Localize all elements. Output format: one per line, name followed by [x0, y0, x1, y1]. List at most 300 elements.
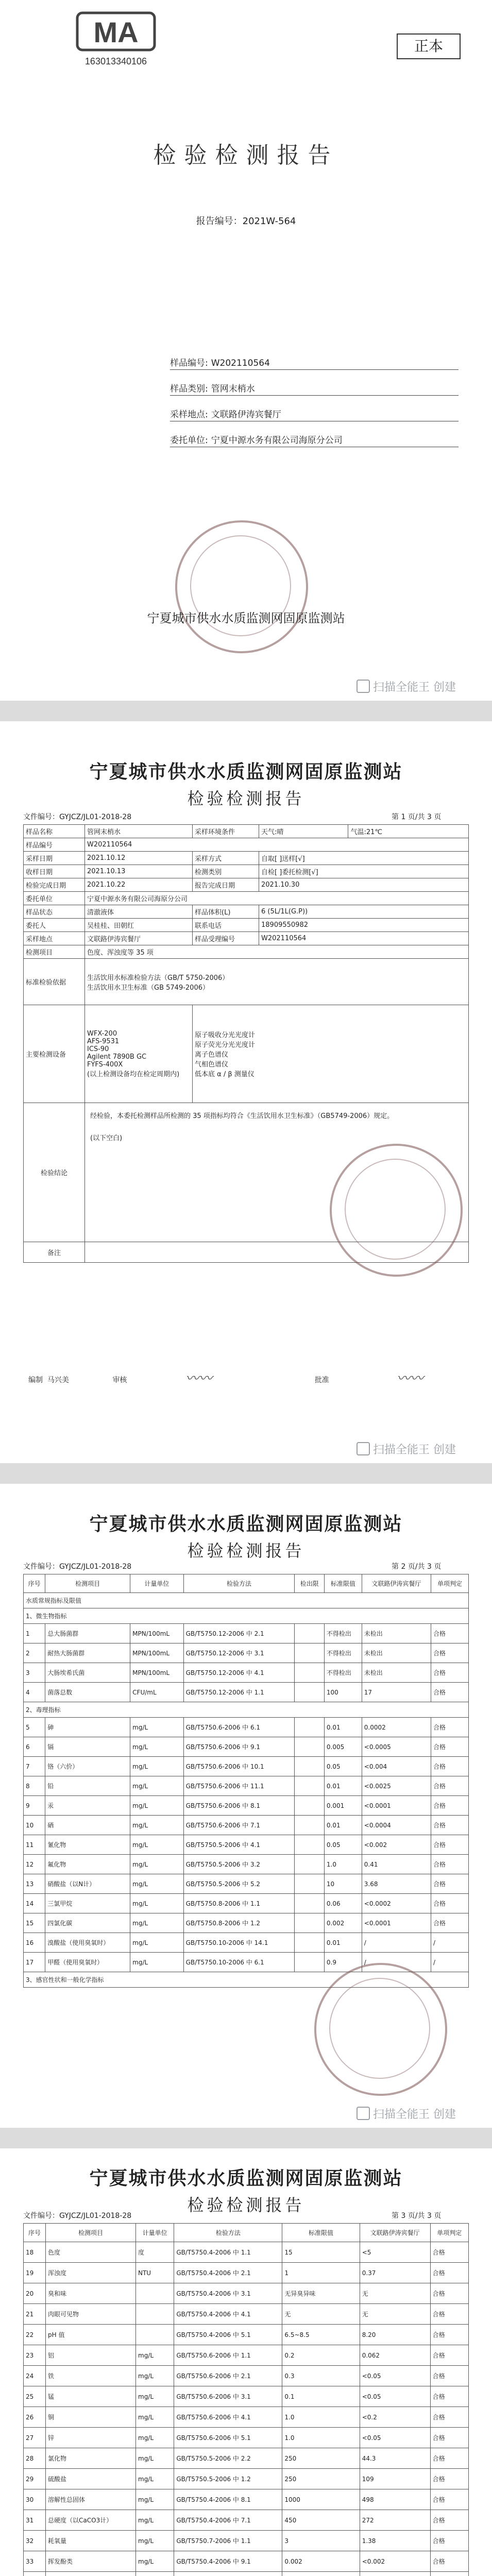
- table-row: [24, 1757, 469, 1776]
- table-row: [24, 2428, 469, 2448]
- table-cell: GB/T5750.7-2006 中 1.1: [174, 2531, 282, 2551]
- table-cell: [136, 2572, 174, 2576]
- table-cell: 铬（六价）: [45, 1757, 130, 1776]
- table-cell: [295, 1757, 325, 1776]
- reviewer-signature: 〰〰: [185, 1371, 213, 1386]
- copy-stamp: 正本: [397, 33, 461, 59]
- table-cell: [174, 2572, 282, 2576]
- table-cell: 氰化物: [45, 1835, 130, 1855]
- table-cell: 耗氧量: [46, 2531, 136, 2551]
- table-cell: 耐热大肠菌群: [45, 1643, 130, 1663]
- table-cell: 色度: [46, 2242, 136, 2263]
- table-cell: [295, 1776, 325, 1796]
- table-cell: 合格: [431, 1894, 469, 1913]
- report-number: 报告编号：2021W-564: [196, 216, 296, 227]
- table-cell: 锌: [46, 2428, 136, 2448]
- cover-page: [0, 0, 492, 701]
- table-cell: 6.5~8.5: [282, 2325, 360, 2345]
- section-row: [24, 1608, 469, 1624]
- table-row: [24, 2510, 469, 2531]
- table-row: [24, 1737, 469, 1757]
- results-table-1: 序号 检测项目 计量单位 检验方法 检出限 标准限值 文联路伊涛宾餐厅 单项判定 水质常规指标及限值 1、微生物指标 1 总大肠菌群 MPN/100mL GB/T5750.12-2006 中 2.1 不得检出 未检出 合格 2 耐热大肠菌群 MPN/100mL GB/T5750.12-2006 中 3.1 不得检出 未检出 合格 3 大肠埃希氏菌 MPN/100mL GB/T5750.12-2006 中 4.1 不得检出 未检出 合格 4 菌落总数 CFU/mL GB/T5750.12-2006 中 1.1 100 17 合格 2、毒理指标 5 砷 mg/L GB/T5750.6-2006 中 6.1 0.01 0.0002 合格 6 镉 mg/L GB/T5750.6-2006 中 9.1 0.005 <0.0005 合格 7 铬（六价） mg/L GB/T5750.6-2006 中 10.1 0.05 <0.004 合格 8 铅 mg/L GB/T5750.6-2006 中 11.1 0.01 <0.0025 合格 9 汞 mg/L GB/T5750.6-2006 中 8.1 0.001 <0.0001 合格 10 硒 mg/L GB/T5750.6-2006 中 7.1 0.01 <0.0004 合格 11 氰化物 mg/L GB/T5750.5-2006 中 4.1 0.05 <0.002 合格 12 氟化物 mg/L GB/T5750.5-2006 中 3.2 1.0 0.41 合格 13 硝酸盐（以N计） mg/L GB/T5750.5-2006 中 5.2 10 3.68 合格 14 三氯甲烷 mg/L GB/T5750.8-2006 中 1.1 0.06 <0.0002 合格 15 四氯化碳 mg/L GB/T5750.8-2006 中 1.2 0.002 <0.0001 合格 16 溴酸盐（使用臭氧时） mg/L GB/T5750.10-2006 中 14.1 0.01 / / 17 甲醛（使用臭氧时） mg/L GB/T5750.10-2006 中 6.1 0.9 / / 3、感官性状和一般化学指标: [23, 1574, 469, 1988]
- table-cell: MPN/100mL: [130, 1643, 183, 1663]
- table-row: [24, 1933, 469, 1953]
- table-row: [24, 2283, 469, 2304]
- table-cell: <0.2: [360, 2407, 430, 2428]
- table-cell: [295, 1624, 325, 1643]
- table-cell: NTU: [136, 2263, 174, 2283]
- table-cell: <0.05: [360, 2386, 430, 2407]
- section-row: [24, 1593, 469, 1608]
- table-cell: 合格: [430, 2263, 468, 2283]
- table-cell: mg/L: [130, 1874, 183, 1894]
- table-cell: [295, 1737, 325, 1757]
- table-cell: 0.9: [324, 1953, 362, 1972]
- table-cell: mg/L: [136, 2386, 174, 2407]
- page-header: 宁夏城市供水水质监测网固原监测站 检验检测报告: [89, 1513, 403, 1561]
- table-cell: 铁: [46, 2366, 136, 2386]
- table-cell: 0.005: [324, 1737, 362, 1757]
- table-cell: 0.01: [324, 1816, 362, 1835]
- table-cell: GB/T5750.5-2006 中 4.1: [183, 1835, 295, 1855]
- table-cell: 0.05: [324, 1757, 362, 1776]
- cover-title: 检验检测报告: [153, 142, 339, 168]
- table-row: [24, 1683, 469, 1702]
- table-cell: GB/T5750.5-2006 中 1.2: [174, 2469, 282, 2489]
- table-row: [24, 2448, 469, 2469]
- table-cell: 0.2: [282, 2345, 360, 2366]
- table-cell: GB/T5750.12-2006 中 4.1: [183, 1663, 295, 1683]
- table-row: [24, 1816, 469, 1835]
- table-cell: 9: [24, 1796, 45, 1816]
- table-cell: mg/L: [130, 1953, 183, 1972]
- table-cell: /: [362, 1953, 431, 1972]
- table-cell: GB/T5750.6-2006 中 6.1: [183, 1718, 295, 1737]
- section-heading: 1、微生物指标: [24, 1608, 469, 1624]
- table-cell: GB/T5750.6-2006 中 1.1: [174, 2345, 282, 2366]
- table-cell: mg/L: [130, 1913, 183, 1933]
- doc-number: 文件编号：GYJCZ/JL01-2018-28: [23, 2212, 132, 2220]
- table-row: [24, 1913, 469, 1933]
- table-cell: <0.0025: [362, 1776, 431, 1796]
- table-cell: 450: [282, 2510, 360, 2531]
- table-cell: [295, 1894, 325, 1913]
- table-cell: 合格: [431, 1643, 469, 1663]
- page-header: 宁夏城市供水水质监测网固原监测站 检验检测报告: [89, 2167, 403, 2215]
- table-cell: 四氯化碳: [45, 1913, 130, 1933]
- table-cell: 24: [24, 2366, 46, 2386]
- table-cell: GB/T5750.6-2006 中 9.1: [183, 1737, 295, 1757]
- table-cell: mg/L: [136, 2448, 174, 2469]
- table-cell: 15: [282, 2242, 360, 2263]
- report-page-2: [0, 1484, 492, 2128]
- page-header: 宁夏城市供水水质监测网固原监测站 检验检测报告: [89, 761, 403, 808]
- table-cell: 0.002: [324, 1913, 362, 1933]
- table-cell: 合格: [430, 2489, 468, 2510]
- table-cell: 合格: [431, 1835, 469, 1855]
- table-cell: 10: [24, 1816, 45, 1835]
- table-cell: 44.3: [360, 2448, 430, 2469]
- table-cell: 28: [24, 2448, 46, 2469]
- table-cell: 度: [136, 2242, 174, 2263]
- table-cell: 合格: [430, 2448, 468, 2469]
- scan-watermark: 扫描全能王 创建: [357, 1441, 456, 1457]
- table-cell: 498: [360, 2489, 430, 2510]
- table-cell: GB/T5750.6-2006 中 7.1: [183, 1816, 295, 1835]
- table-cell: 甲醛（使用臭氧时）: [45, 1953, 130, 1972]
- table-cell: <0.0005: [362, 1737, 431, 1757]
- table-row: [24, 2386, 469, 2407]
- table-cell: 未检出: [362, 1643, 431, 1663]
- table-cell: 4: [24, 1683, 45, 1702]
- table-cell: 汞: [45, 1796, 130, 1816]
- table-cell: 0.3: [282, 2366, 360, 2386]
- table-cell: mg/L: [136, 2428, 174, 2448]
- table-row: [24, 1663, 469, 1683]
- table-cell: [136, 2325, 174, 2345]
- table-cell: 氯化物: [46, 2448, 136, 2469]
- table-cell: GB/T5750.4-2006 中 2.1: [174, 2263, 282, 2283]
- table-cell: 250: [282, 2469, 360, 2489]
- section-heading: 2、毒理指标: [24, 1702, 469, 1718]
- table-cell: 27: [24, 2428, 46, 2448]
- sample-category-line: 样品类别: 管网末梢水: [170, 381, 459, 396]
- table-cell: 20: [24, 2283, 46, 2304]
- table-cell: 0.002: [282, 2551, 360, 2572]
- table-cell: 挥发酚类: [46, 2551, 136, 2572]
- doc-number: 文件编号：GYJCZ/JL01-2018-28: [23, 1563, 132, 1571]
- table-cell: 三氯甲烷: [45, 1894, 130, 1913]
- table-row: [24, 2242, 469, 2263]
- table-cell: 1.0: [324, 1855, 362, 1874]
- table-cell: 无异臭异味: [282, 2283, 360, 2304]
- table-cell: GB/T5750.4-2006 中 3.1: [174, 2283, 282, 2304]
- table-cell: 7: [24, 1757, 45, 1776]
- table-cell: 25: [24, 2386, 46, 2407]
- table-cell: 1: [282, 2263, 360, 2283]
- table-cell: 合格: [431, 1757, 469, 1776]
- table-cell: 1000: [282, 2489, 360, 2510]
- table-cell: 总大肠菌群: [45, 1624, 130, 1643]
- table-cell: GB/T5750.12-2006 中 1.1: [183, 1683, 295, 1702]
- sampling-site-line: 采样地点: 文联路伊涛宾餐厅: [170, 407, 459, 421]
- table-row: [24, 1796, 469, 1816]
- table-cell: 15: [24, 1913, 45, 1933]
- table-cell: GB/T5750.8-2006 中 1.2: [183, 1913, 295, 1933]
- table-cell: mg/L: [136, 2531, 174, 2551]
- table-cell: mg/L: [136, 2510, 174, 2531]
- table-cell: 2: [24, 1643, 45, 1663]
- table-cell: GB/T5750.6-2006 中 5.1: [174, 2428, 282, 2448]
- table-cell: [295, 1933, 325, 1953]
- table-cell: [295, 1816, 325, 1835]
- table-cell: GB/T5750.6-2006 中 4.1: [174, 2407, 282, 2428]
- table-cell: 1.0: [282, 2407, 360, 2428]
- table-cell: GB/T5750.12-2006 中 3.1: [183, 1643, 295, 1663]
- table-cell: 总硬度（以CaCO3计）: [46, 2510, 136, 2531]
- page-info: 第 2 页/共 3 页: [392, 1563, 442, 1571]
- section-heading: 3、感官性状和一般化学指标: [24, 1972, 469, 1988]
- table-cell: GB/T5750.8-2006 中 1.1: [183, 1894, 295, 1913]
- table-cell: 6: [24, 1737, 45, 1757]
- table-cell: 合格: [431, 1624, 469, 1643]
- table-row: [24, 1776, 469, 1796]
- table-cell: 镉: [45, 1737, 130, 1757]
- table-cell: 不得检出: [324, 1663, 362, 1683]
- table-cell: mg/L: [136, 2407, 174, 2428]
- table-cell: 合格: [431, 1796, 469, 1816]
- table-cell: 16: [24, 1933, 45, 1953]
- table-cell: 合格: [430, 2469, 468, 2489]
- table-cell: 0.37: [360, 2263, 430, 2283]
- table-cell: 合格: [430, 2325, 468, 2345]
- table-cell: 无: [360, 2283, 430, 2304]
- table-cell: 大肠埃希氏菌: [45, 1663, 130, 1683]
- table-row: [24, 1718, 469, 1737]
- table-cell: pH 值: [46, 2325, 136, 2345]
- page-info: 第 3 页/共 3 页: [392, 2212, 442, 2220]
- table-cell: [295, 1913, 325, 1933]
- table-cell: [430, 2572, 468, 2576]
- table-cell: 合格: [431, 1683, 469, 1702]
- table-cell: 合格: [431, 1855, 469, 1874]
- table-cell: <0.002: [362, 1835, 431, 1855]
- issuer-name: 宁夏城市供水水质监测网固原监测站: [147, 611, 345, 625]
- table-cell: 32: [24, 2531, 46, 2551]
- table-cell: 1.0: [282, 2428, 360, 2448]
- table-cell: 5: [24, 1718, 45, 1737]
- doc-number: 文件编号：GYJCZ/JL01-2018-28: [23, 813, 132, 821]
- table-cell: 合格: [431, 1663, 469, 1683]
- results-table-2: 序号 检测项目 计量单位 检验方法 标准限值 文联路伊涛宾餐厅 单项判定 18 色度 度 GB/T5750.4-2006 中 1.1 15 <5 合格 19 浑浊度 NTU GB/T5750.4-2006 中 2.1 1 0.37 合格 20 臭和味 GB/T5750.4-2006 中 3.1 无异臭异味 无 合格 21 肉眼可见物 GB/T5750.4-2006 中 4.1 无 无 合格 22 pH 值 GB/T5750.4-2006 中 5.1 6.5~8.5 8.20 合格 23 铝 mg/L GB/T5750.6-2006 中 1.1 0.2 0.062 合格 24 铁 mg/L GB/T5750.6-2006 中 2.1 0.3 <0.05 合格 25 锰 mg/L GB/T5750.6-2006 中 3.1 0.1 <0.05 合格 26 铜 mg/L GB/T5750.6-2006 中 4.1 1.0 <0.2 合格 27 锌 mg/L GB/T5750.6-2006 中 5.1 1.0 <0.05 合格 28 氯化物 mg/L GB/T5750.5-2006 中 2.2 250 44.3 合格 29 硫酸盐 mg/L GB/T5750.5-2006 中 1.2 250 109 合格 30 溶解性总固体 mg/L GB/T5750.4-2006 中 8.1 1000 498 合格 31 总硬度（以CaCO3计） mg/L GB/T5750.4-2006 中 7.1 450 272 合格 32 耗氧量 mg/L GB/T5750.7-2006 中 1.1 3 1.38 合格 33 挥发酚类 mg/L GB/T5750.4-2006 中 9.1 0.002 <0.002 合格: [23, 2223, 469, 2576]
- table-cell: GB/T5750.4-2006 中 1.1: [174, 2242, 282, 2263]
- table-row: [24, 2531, 469, 2551]
- table-cell: mg/L: [136, 2551, 174, 2572]
- table-cell: 0.01: [324, 1776, 362, 1796]
- table-cell: /: [431, 1953, 469, 1972]
- table-cell: 1.38: [360, 2531, 430, 2551]
- table-cell: GB/T5750.4-2006 中 5.1: [174, 2325, 282, 2345]
- table-cell: 铜: [46, 2407, 136, 2428]
- table-cell: 肉眼可见物: [46, 2304, 136, 2325]
- table-row: [24, 2469, 469, 2489]
- table-cell: 合格: [430, 2407, 468, 2428]
- sign-row: 编制 马兴美 审核 批准: [28, 1376, 329, 1384]
- conclusion-text: 经检验，本委托检测样品所检测的 35 项指标均符合《生活饮用水卫生标准》（GB5749-2006）规定。: [90, 1112, 394, 1120]
- table-cell: [282, 2572, 360, 2576]
- table-row: [24, 1835, 469, 1855]
- table-cell: 3: [282, 2531, 360, 2551]
- table-cell: GB/T5750.6-2006 中 11.1: [183, 1776, 295, 1796]
- table-cell: 13: [24, 1874, 45, 1894]
- table-cell: MPN/100mL: [130, 1663, 183, 1683]
- table-cell: 合格: [430, 2510, 468, 2531]
- table-cell: 合格: [430, 2551, 468, 2572]
- cma-code: 163013340106: [84, 56, 147, 66]
- table-cell: 菌落总数: [45, 1683, 130, 1702]
- scanner-app-icon: [357, 1442, 370, 1455]
- table-cell: 合格: [431, 1816, 469, 1835]
- table-cell: 10: [324, 1874, 362, 1894]
- scan-watermark: 扫描全能王 创建: [357, 2106, 456, 2122]
- table-cell: 3: [24, 1663, 45, 1683]
- table-cell: mg/L: [136, 2469, 174, 2489]
- table-cell: 0.062: [360, 2345, 430, 2366]
- table-cell: 臭和味: [46, 2283, 136, 2304]
- cma-logo: [67, 10, 165, 67]
- table-row: [24, 1855, 469, 1874]
- table-cell: 8.20: [360, 2325, 430, 2345]
- table-cell: 铅: [45, 1776, 130, 1796]
- table-row: [24, 1624, 469, 1643]
- table-cell: 11: [24, 1835, 45, 1855]
- table-cell: GB/T5750.5-2006 中 2.2: [174, 2448, 282, 2469]
- scanner-app-icon: [357, 2107, 370, 2120]
- table-cell: 18: [24, 2242, 46, 2263]
- table-cell: 砷: [45, 1718, 130, 1737]
- table-cell: 0.01: [324, 1718, 362, 1737]
- table-cell: GB/T5750.4-2006 中 4.1: [174, 2304, 282, 2325]
- table-cell: 合格: [431, 1737, 469, 1757]
- table-cell: 250: [282, 2448, 360, 2469]
- table-cell: 33: [24, 2551, 46, 2572]
- table-cell: [136, 2304, 174, 2325]
- table-cell: <0.0004: [362, 1816, 431, 1835]
- section-row: [24, 1702, 469, 1718]
- table-cell: 浑浊度: [46, 2263, 136, 2283]
- scanner-app-icon: [357, 680, 370, 693]
- sample-info-table: 样品名称 管网末梢水 采样环境条件 天气:晴 气温:21℃ 样品编号 W202110564 采样日期 2021.10.12 采样方式 自取[ ]送样[√] 收样日期 2021.10.13 检测类别 自检[ ]委托检测[√] 检验完成日期 2021.10.22 报告完成日期 2021.10.30 委托单位 宁夏中源水务有限公司海原分公司 样品状态 清澈液体 样品体积(L) 6 (5L/1L(G.P)) 委托人 吴桂桂、田朝红 联系电话 18909550982 采样地点 文联路伊涛宾餐厅 样品受理编号 W202110564 检测项目 色度、浑浊度等 35 项 标准检验依据 生活饮用水标准检验方法（GB/T 5750-2006） 生活饮用水卫生标准（GB 5749-2006） 主要检测设备 WFX-200 AFS-9531 ICS-90 Agilent 7890B GC FYFS-400X (以上检测设备均在检定周期内) 原子吸收分光光度计 原子荧光分光光度计 离子色谱仪 气相色谱仪 低本底 α / β 测量仪 检验结论 经检验，本委托检测样品所检测的 35 项指标均符合《生活饮用水卫生标准》（GB5749-2006）规定。 (以下空白) 备注: [23, 824, 469, 1263]
- table-cell: 硝酸盐（以N计）: [45, 1874, 130, 1894]
- table-cell: mg/L: [130, 1757, 183, 1776]
- table-cell: 合格: [431, 1718, 469, 1737]
- table-row: [24, 2325, 469, 2345]
- table-cell: 合格: [430, 2242, 468, 2263]
- table-cell: mg/L: [130, 1796, 183, 1816]
- table-cell: 溴酸盐（使用臭氧时）: [45, 1933, 130, 1953]
- table-cell: 未检出: [362, 1624, 431, 1643]
- table-row: [24, 2345, 469, 2366]
- table-cell: CFU/mL: [130, 1683, 183, 1702]
- table-cell: 合格: [430, 2283, 468, 2304]
- table-cell: 23: [24, 2345, 46, 2366]
- table-cell: [136, 2283, 174, 2304]
- table-row: [24, 2572, 469, 2576]
- table-cell: 合格: [430, 2345, 468, 2366]
- table-cell: 0.06: [324, 1894, 362, 1913]
- table-cell: <0.002: [360, 2551, 430, 2572]
- table-cell: 1: [24, 1624, 45, 1643]
- table-cell: 锰: [46, 2386, 136, 2407]
- report-page-1: [0, 721, 492, 1463]
- table-cell: GB/T5750.4-2006 中 7.1: [174, 2510, 282, 2531]
- table-cell: 29: [24, 2469, 46, 2489]
- table-cell: [295, 1718, 325, 1737]
- table-cell: mg/L: [130, 1737, 183, 1757]
- table-cell: <0.05: [360, 2366, 430, 2386]
- table-cell: <5: [360, 2242, 430, 2263]
- table-cell: mg/L: [130, 1894, 183, 1913]
- table-row: [24, 2489, 469, 2510]
- table-cell: 无: [282, 2304, 360, 2325]
- official-seal: [175, 520, 308, 653]
- official-seal: [330, 1144, 463, 1277]
- table-cell: [46, 2572, 136, 2576]
- table-cell: 合格: [430, 2531, 468, 2551]
- table-cell: mg/L: [130, 1718, 183, 1737]
- table-cell: 硫酸盐: [46, 2469, 136, 2489]
- table-row: [24, 2551, 469, 2572]
- table-cell: [295, 1796, 325, 1816]
- table-row: [24, 1874, 469, 1894]
- table-row: [24, 2366, 469, 2386]
- table-cell: GB/T5750.6-2006 中 8.1: [183, 1796, 295, 1816]
- sample-no-line: 样品编号: W202110564: [170, 355, 459, 370]
- table-cell: 硒: [45, 1816, 130, 1835]
- official-seal: [314, 1963, 447, 2096]
- table-cell: GB/T5750.12-2006 中 2.1: [183, 1624, 295, 1643]
- table-row: [24, 2407, 469, 2428]
- table-cell: 17: [362, 1683, 431, 1702]
- report-page-3: [0, 2148, 492, 2576]
- table-cell: [295, 1855, 325, 1874]
- table-cell: 0.001: [324, 1796, 362, 1816]
- table-cell: GB/T5750.5-2006 中 3.2: [183, 1855, 295, 1874]
- table-cell: mg/L: [136, 2345, 174, 2366]
- table-cell: [295, 1663, 325, 1683]
- table-cell: [24, 2572, 46, 2576]
- table-cell: <0.0001: [362, 1796, 431, 1816]
- table-cell: 无: [360, 2304, 430, 2325]
- table-cell: mg/L: [130, 1816, 183, 1835]
- table-cell: MPN/100mL: [130, 1624, 183, 1643]
- approver-signature: 〰〰: [397, 1371, 424, 1386]
- table-cell: 31: [24, 2510, 46, 2531]
- table-cell: 溶解性总固体: [46, 2489, 136, 2510]
- client-line: 委托单位: 宁夏中源水务有限公司海原分公司: [170, 433, 459, 447]
- table-row: [24, 2263, 469, 2283]
- table-cell: mg/L: [130, 1855, 183, 1874]
- table-cell: 100: [324, 1683, 362, 1702]
- table-cell: 8: [24, 1776, 45, 1796]
- table-cell: 26: [24, 2407, 46, 2428]
- table-cell: 合格: [430, 2386, 468, 2407]
- table-cell: mg/L: [130, 1776, 183, 1796]
- table-cell: 17: [24, 1953, 45, 1972]
- table-cell: 不得检出: [324, 1643, 362, 1663]
- table-cell: 22: [24, 2325, 46, 2345]
- blank-note: (以下空白): [90, 1134, 123, 1143]
- table-cell: /: [362, 1933, 431, 1953]
- table-cell: 14: [24, 1894, 45, 1913]
- svg-text:MA: MA: [93, 16, 139, 48]
- table-cell: GB/T5750.10-2006 中 6.1: [183, 1953, 295, 1972]
- table-cell: 12: [24, 1855, 45, 1874]
- table-cell: [360, 2572, 430, 2576]
- table-cell: 0.0002: [362, 1718, 431, 1737]
- table-cell: 0.41: [362, 1855, 431, 1874]
- table-cell: GB/T5750.4-2006 中 9.1: [174, 2551, 282, 2572]
- table-cell: <0.0002: [362, 1894, 431, 1913]
- table-cell: mg/L: [130, 1835, 183, 1855]
- table-cell: 30: [24, 2489, 46, 2510]
- table-cell: 铝: [46, 2345, 136, 2366]
- table-cell: 合格: [430, 2366, 468, 2386]
- table-cell: 合格: [430, 2304, 468, 2325]
- table-cell: [295, 1874, 325, 1894]
- table-cell: 0.1: [282, 2386, 360, 2407]
- table-row: [24, 1643, 469, 1663]
